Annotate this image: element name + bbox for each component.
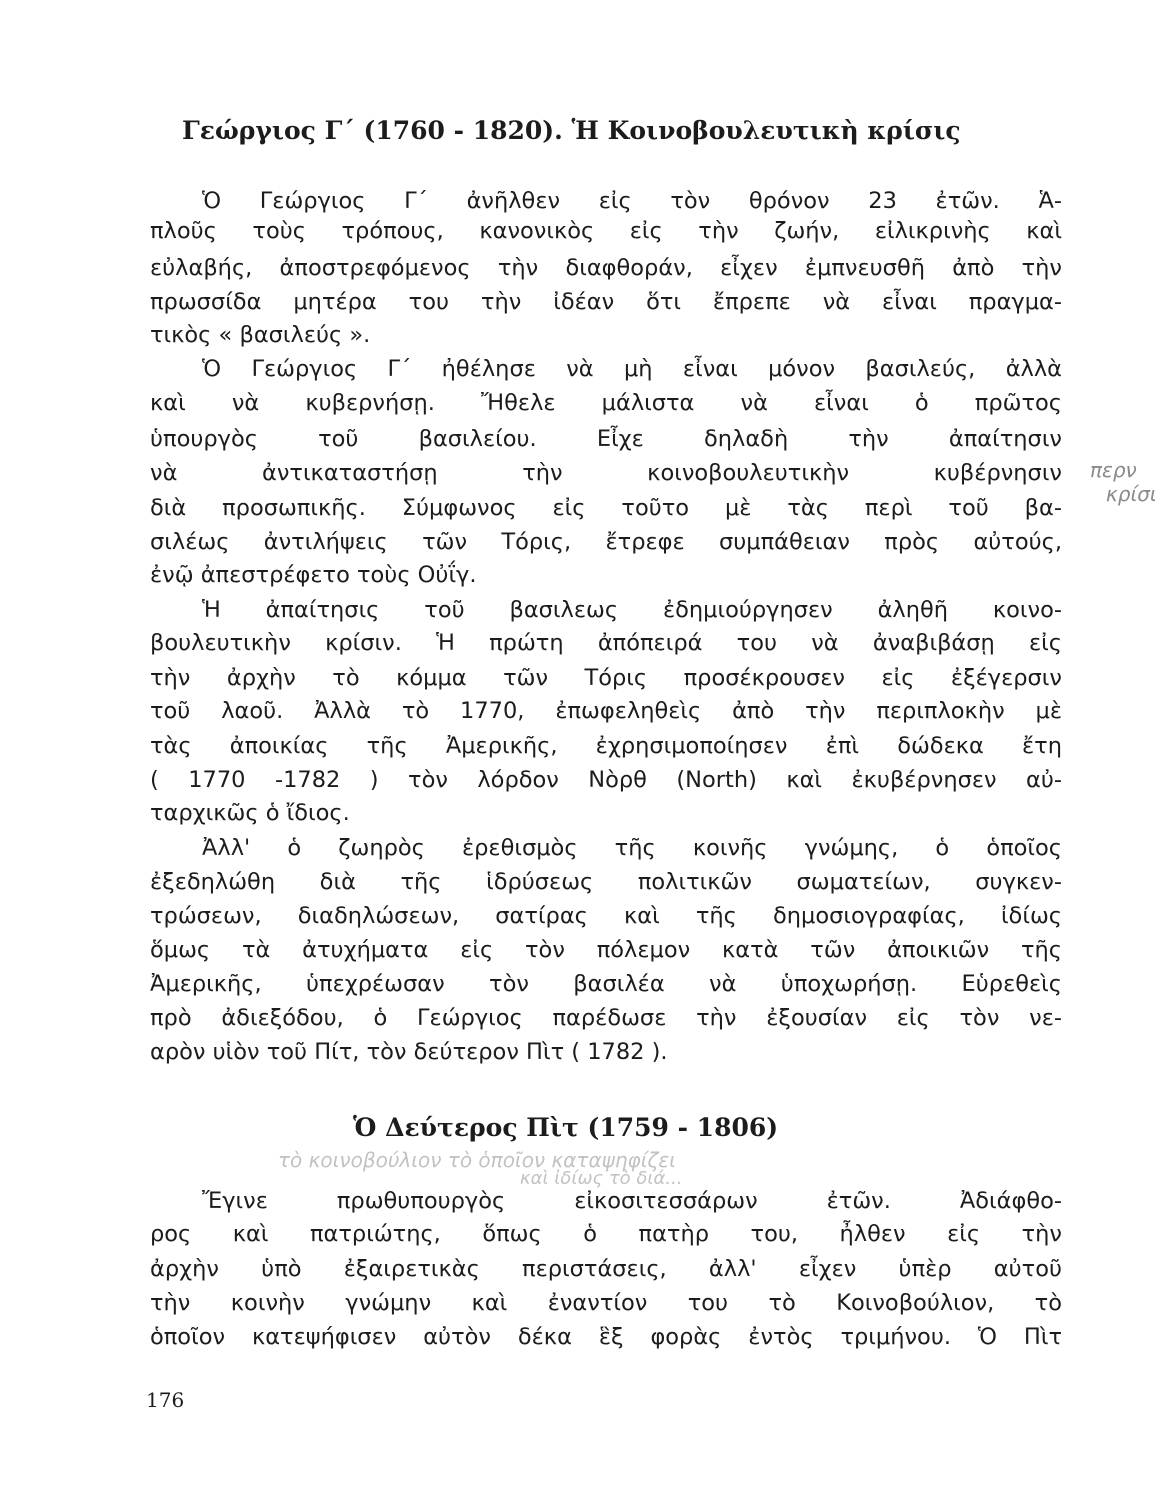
pencil-note-line: τὸ κοινοβούλιον τὸ ὁποῖον καταψηφίζει	[278, 1148, 676, 1172]
text-line: ὑπουργὸς τοῦ βασιλείου. Εἶχε δηλαδὴ τὴν ἀπαίτησιν	[150, 426, 1062, 452]
text-line: ἀρχὴν ὑπὸ ἐξαιρετικὰς περιστάσεις, ἀλλ' εἶχεν ὑπὲρ αὐτοῦ	[150, 1256, 1062, 1282]
text-line: Ἀμερικῆς, ὑπεχρέωσαν τὸν βασιλέα νὰ ὑποχωρήσῃ. Εὑρεθεὶς	[150, 971, 1062, 997]
margin-handwritten-note	[1090, 458, 1157, 506]
text-line: τὴν ἀρχὴν τὸ κόμμα τῶν Τόρις προσέκρουσεν εἰς ἐξέγερσιν	[150, 665, 1062, 691]
text-line: καὶ νὰ κυβερνήσῃ. Ἤθελε μάλιστα νὰ εἶναι ὁ πρῶτος	[150, 390, 1062, 416]
text-line: ( 1770 -1782 ) τὸν λόρδον Νὸρθ (North) καὶ ἐκυβέρνησεν αὐ-	[150, 767, 1062, 793]
text-line: τὰς ἀποικίας τῆς Ἀμερικῆς, ἐχρησιμοποίησεν ἐπὶ δώδεκα ἔτη	[150, 733, 1062, 759]
text-line: ὁποῖον κατεψήφισεν αὐτὸν δέκα ἓξ φορὰς ἐντὸς τριμήνου. Ὁ Πὶτ	[150, 1324, 1062, 1350]
pencil-note-line: καὶ ἰδίως τὸ διά...	[520, 1168, 683, 1189]
text-line: σιλέως ἀντιλήψεις τῶν Τόρις, ἔτρεφε συμπάθειαν πρὸς αὐτούς,	[150, 529, 1062, 555]
text-line: Ὁ Γεώργιος Γ΄ ἀνῆλθεν εἰς τὸν θρόνον 23 ἐτῶν. Ἁ-	[202, 188, 1062, 214]
text-line: νὰ ἀντικαταστήσῃ τὴν κοινοβουλευτικὴν κυβέρνησιν	[150, 460, 1062, 486]
text-line: τὴν κοινὴν γνώμην καὶ ἐναντίον του τὸ Κοινοβούλιον, τὸ	[150, 1290, 1062, 1316]
text-line: πρὸ ἀδιεξόδου, ὁ Γεώργιος παρέδωσε τὴν ἐξουσίαν εἰς τὸν νε-	[150, 1005, 1062, 1031]
margin-note-line: περν	[1090, 458, 1137, 482]
text-line: ὅμως τὰ ἀτυχήματα εἰς τὸν πόλεμον κατὰ τῶν ἀποικιῶν τῆς	[150, 937, 1062, 963]
text-line: διὰ προσωπικῆς. Σύμφωνος εἰς τοῦτο μὲ τὰς περὶ τοῦ βα-	[150, 495, 1062, 521]
text-line: τοῦ λαοῦ. Ἀλλὰ τὸ 1770, ἐπωφεληθεὶς ἀπὸ τὴν περιπλοκὴν μὲ	[150, 698, 1062, 724]
text-line: Ἀλλ' ὁ ζωηρὸς ἐρεθισμὸς τῆς κοινῆς γνώμης, ὁ ὁποῖος	[202, 835, 1062, 861]
margin-note-line: κρίσι	[1106, 482, 1157, 506]
text-line: ρος καὶ πατριώτης, ὅπως ὁ πατὴρ του, ἦλθεν εἰς τὴν	[150, 1221, 1062, 1247]
text-line: τρώσεων, διαδηλώσεων, σατίρας καὶ τῆς δημοσιογραφίας, ἰδίως	[150, 903, 1062, 929]
text-line: βουλευτικὴν κρίσιν. Ἡ πρώτη ἀπόπειρά του νὰ ἀναβιβάσῃ εἰς	[150, 630, 1062, 656]
text-line: πρωσσίδα μητέρα του τὴν ἰδέαν ὅτι ἔπρεπε νὰ εἶναι πραγμα-	[150, 289, 1062, 315]
text-line: Ὁ Γεώργιος Γ΄ ἠθέλησε νὰ μὴ εἶναι μόνον βασιλεύς, ἀλλὰ	[202, 356, 1062, 382]
text-line: πλοῦς τοὺς τρόπους, κανονικὸς εἰς τὴν ζωήν, εἰλικρινὴς καὶ	[150, 218, 1062, 244]
text-line: τικὸς « βασιλεύς ».	[150, 322, 371, 348]
section-heading-george-iii: Γεώργιος Γ΄ (1760 - 1820). Ἡ Κοινοβουλευτικὴ κρίσις	[182, 116, 961, 145]
page-number: 176	[146, 1388, 185, 1412]
text-line: ἐνῷ ἀπεστρέφετο τοὺς Οὐΐγ.	[150, 562, 477, 588]
text-line: Ἔγινε πρωθυπουργὸς εἰκοσιτεσσάρων ἐτῶν. Ἀδιάφθο-	[202, 1188, 1062, 1214]
text-line: εὐλαβής, ἀποστρεφόμενος τὴν διαφθοράν, εἶχεν ἐμπνευσθῆ ἀπὸ τὴν	[150, 255, 1062, 281]
text-line: ἐξεδηλώθη διὰ τῆς ἱδρύσεως πολιτικῶν σωματείων, συγκεν-	[150, 869, 1062, 895]
section-heading-pitt-younger: Ὁ Δεύτερος Πὶτ (1759 - 1806)	[353, 1113, 779, 1142]
text-line: αρὸν υἱὸν τοῦ Πίτ, τὸν δεύτερον Πὶτ ( 1782 ).	[150, 1039, 668, 1065]
text-line: ταρχικῶς ὁ ἴδιος.	[150, 800, 350, 826]
text-line: Ἡ ἀπαίτησις τοῦ βασιλεως ἐδημιούργησεν ἀληθῆ κοινο-	[202, 597, 1062, 623]
